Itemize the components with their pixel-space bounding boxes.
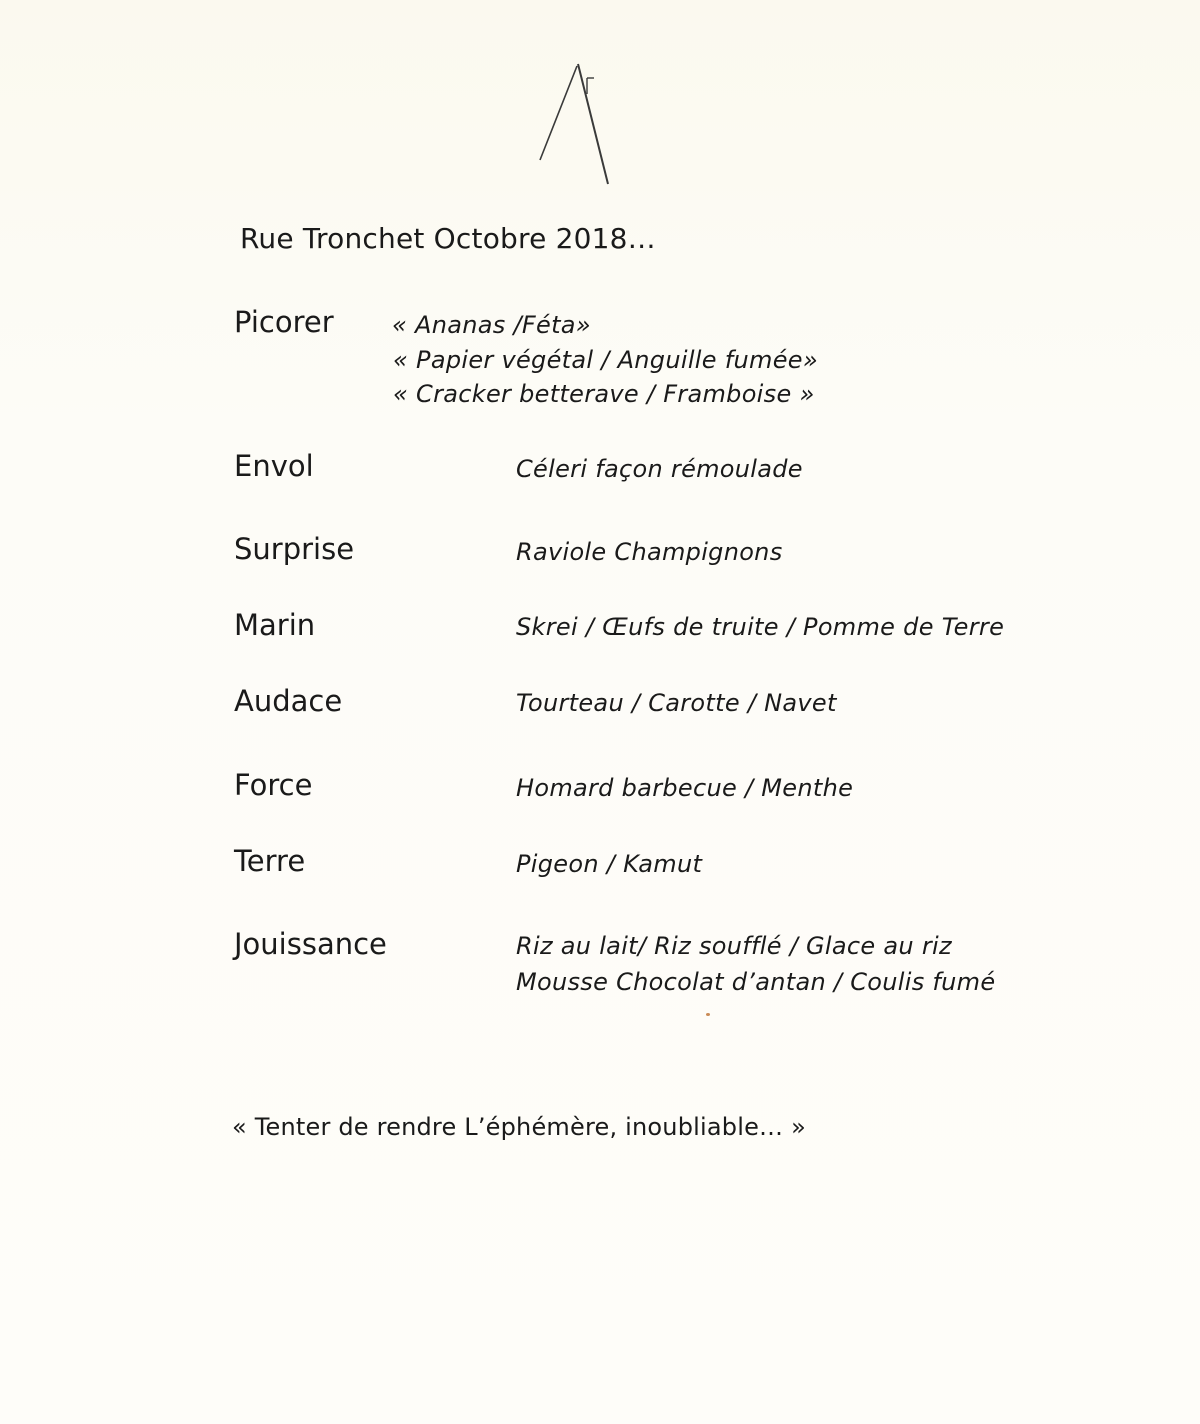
menu-title: Rue Tronchet Octobre 2018… [240,222,656,255]
dish-marin-1: Skrei / Œufs de truite / Pomme de Terre [516,613,1005,641]
course-label-envol: Envol [234,449,314,483]
dish-envol-1: Céleri façon rémoulade [516,455,803,483]
paper-speck [706,1013,710,1016]
course-label-jouissance: Jouissance [234,927,387,961]
restaurant-logo-icon [530,60,620,190]
dish-picorer-1: « Ananas /Féta» [392,311,591,339]
dish-jouissance-2: Mousse Chocolat d’antan / Coulis fumé [516,968,996,996]
dish-picorer-3: « Cracker betterave / Framboise » [393,380,815,408]
dish-jouissance-1: Riz au lait/ Riz soufflé / Glace au riz [516,932,952,960]
course-label-picorer: Picorer [234,305,334,339]
course-label-audace: Audace [234,684,343,718]
dish-surprise-1: Raviole Champignons [516,538,783,566]
dish-picorer-2: « Papier végétal / Anguille fumée» [393,346,818,374]
course-label-surprise: Surprise [234,532,355,566]
dish-force-1: Homard barbecue / Menthe [516,774,854,802]
course-label-force: Force [234,768,313,802]
closing-quote: « Tenter de rendre L’éphémère, inoubliable… » [232,1113,806,1141]
dish-terre-1: Pigeon / Kamut [516,850,703,878]
course-label-marin: Marin [234,608,316,642]
course-label-terre: Terre [234,844,306,878]
dish-audace-1: Tourteau / Carotte / Navet [516,689,837,717]
